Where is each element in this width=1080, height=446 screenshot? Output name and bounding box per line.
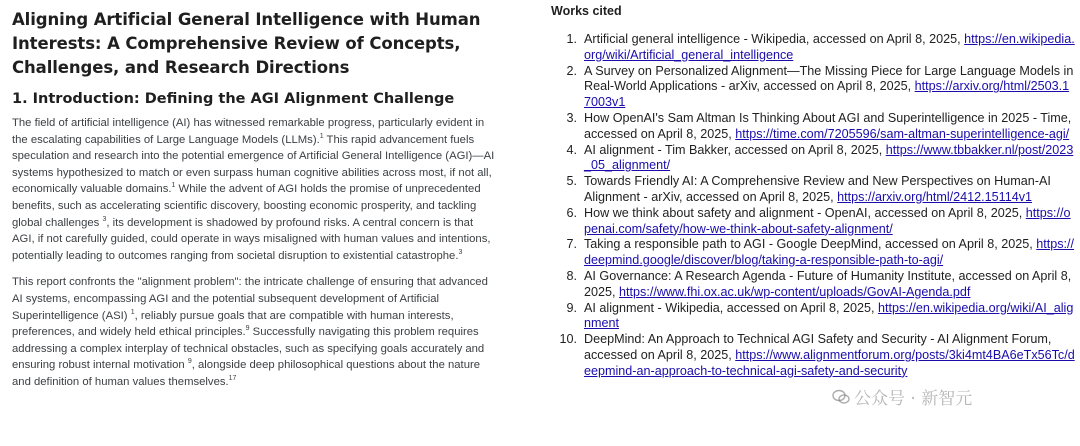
citation-marker: 17 — [228, 375, 237, 383]
paragraph-text: This rapid advancement fuels speculation and research into the potential emergence of Artificial General Intelligence (AGI)—AI systems hypothesized to match or even surpass human cognitive abilities across most, if not all, economically valuable domains. — [12, 133, 495, 196]
paragraph-text: This report confronts the "alignment problem": the intricate challenge of ensuring that advanced AI systems, encompassing AGI and the potential subsequent development of Artificial Superintelligence (ASI) — [12, 276, 488, 322]
citation-marker: 1 — [130, 308, 135, 316]
citation-marker: 9 — [245, 325, 250, 333]
reference-number: 5. — [566, 174, 577, 189]
reference-text: AI alignment - Tim Bakker, accessed on April 8, 2025, — [584, 142, 886, 157]
reference-number: 7. — [566, 237, 577, 252]
paragraph-text: Successfully navigating this problem requires addressing a complex interplay of technical obstacles, such as specifying goals accurately and ensuring robust internal motivation — [12, 326, 485, 372]
paragraph-text: While the advent of AGI holds the promise of unprecedented benefits, such as accelerating scientific discovery, boosting economic prosperity, and tackling global challenges — [12, 183, 481, 229]
reference-link[interactable]: https://en.wikipedia.org/wiki/AI_alignment — [584, 300, 1074, 331]
reference-number: 8. — [566, 268, 577, 283]
reference-number: 6. — [566, 205, 577, 220]
intro-paragraph-2 — [12, 274, 498, 390]
reference-text: DeepMind: An Approach to Technical AGI Safety and Security - AI Alignment Forum, accessed on April 8, 2025, — [584, 332, 1052, 362]
reference-text: A Survey on Personalized Alignment—The Missing Piece for Large Language Models in Real-World Applications - arXiv, accessed on April 8, 2025, — [584, 63, 1074, 94]
works-cited-section — [551, 3, 1076, 380]
paragraph-text: , its development is shadowed by profound risks. A central concern is that AGI, if not carefully guided, could operate in ways misaligned with human values and intentions, potentially leading to outcomes ranging from societal disruption to existential catastrophe. — [12, 216, 491, 262]
document-title: Aligning Artificial General Intelligence with Human Interests: A Comprehensive Review of Concepts, Challenges, and Research Directions — [12, 10, 481, 77]
reference-item — [551, 301, 1076, 333]
citation-marker: 3 — [458, 248, 463, 256]
paragraph-text: , alongside deep philosophical questions about the nature and definition of human values themselves. — [12, 359, 481, 388]
reference-text: Artificial general intelligence - Wikipedia, accessed on April 8, 2025, — [584, 32, 965, 46]
reference-item — [551, 237, 1076, 269]
works-cited-heading: Works cited — [551, 4, 622, 18]
reference-text: Towards Friendly AI: A Comprehensive Review and New Perspectives on Human-AI Alignment - arXiv, accessed on April 8, 2025, — [584, 174, 1051, 204]
paragraph-text: The field of artificial intelligence (AI) has witnessed remarkable progress, particularly evident in the escalating capabilities of Large Language Models (LLMs). — [12, 117, 485, 146]
reference-link[interactable]: https://en.wikipedia.org/wiki/Artificial_general_intelligence — [584, 32, 1075, 62]
reference-item — [551, 174, 1076, 206]
reference-item — [551, 64, 1076, 111]
reference-item — [551, 332, 1076, 379]
reference-list — [551, 32, 1076, 380]
reference-number: 9. — [566, 300, 577, 315]
reference-text: How OpenAI's Sam Altman Is Thinking About AGI and Superintelligence in 2025 - Time, accessed on April 8, 2025, — [584, 110, 1072, 141]
citation-marker: 9 — [187, 358, 192, 366]
reference-text: Taking a responsible path to AGI - Google DeepMind, accessed on April 8, 2025, — [584, 237, 1037, 252]
reference-number: 4. — [566, 142, 577, 157]
watermark — [832, 384, 972, 409]
reference-link[interactable]: https://openai.com/safety/how-we-think-about-safety-alignment/ — [584, 205, 1071, 236]
reference-text: How we think about safety and alignment - OpenAI, accessed on April 8, 2025, — [584, 205, 1026, 220]
watermark-text: 公众号 · 新智元 — [854, 389, 973, 409]
reference-link[interactable]: https://www.tbbakker.nl/post/2023_05_alignment/ — [584, 142, 1074, 173]
reference-item — [551, 206, 1076, 238]
wechat-icon — [832, 389, 850, 405]
paragraph-text: , reliably pursue goals that are compatible with human interests, preferences, and widely held ethical principles. — [12, 309, 454, 339]
reference-text: AI alignment - Wikipedia, accessed on April 8, 2025, — [584, 300, 879, 315]
reference-link[interactable]: https://www.alignmentforum.org/posts/3ki4mt4BA6eTx56Tc/deepmind-an-approach-to-technical-agi-safety-and-security — [584, 347, 1075, 378]
reference-number: 1. — [566, 32, 577, 46]
reference-number: 10. — [559, 332, 577, 347]
reference-link[interactable]: https://www.fhi.ox.ac.uk/wp-content/uploads/GovAI-Agenda.pdf — [619, 284, 971, 299]
document-body — [12, 8, 498, 391]
reference-link[interactable]: https://time.com/7205596/sam-altman-superintelligence-agi/ — [735, 126, 1070, 141]
citation-marker: 1 — [171, 182, 176, 190]
reference-item — [551, 143, 1076, 175]
reference-text: AI Governance: A Research Agenda - Future of Humanity Institute, accessed on April 8, 2025, — [584, 268, 1072, 299]
reference-link[interactable]: https://deepmind.google/discover/blog/taking-a-responsible-path-to-agi/ — [584, 237, 1075, 268]
reference-link[interactable]: https://arxiv.org/html/2503.17003v1 — [584, 79, 1070, 110]
intro-paragraph-1 — [12, 115, 498, 264]
reference-number: 2. — [566, 63, 577, 78]
citation-marker: 3 — [102, 215, 107, 223]
section-heading: 1. Introduction: Defining the AGI Alignment Challenge — [12, 91, 455, 107]
reference-item — [551, 32, 1076, 64]
reference-number: 3. — [566, 110, 577, 125]
reference-link[interactable]: https://arxiv.org/html/2412.15114v1 — [837, 189, 1033, 204]
reference-item — [551, 269, 1076, 301]
citation-marker: 1 — [319, 132, 324, 140]
reference-item — [551, 111, 1076, 143]
